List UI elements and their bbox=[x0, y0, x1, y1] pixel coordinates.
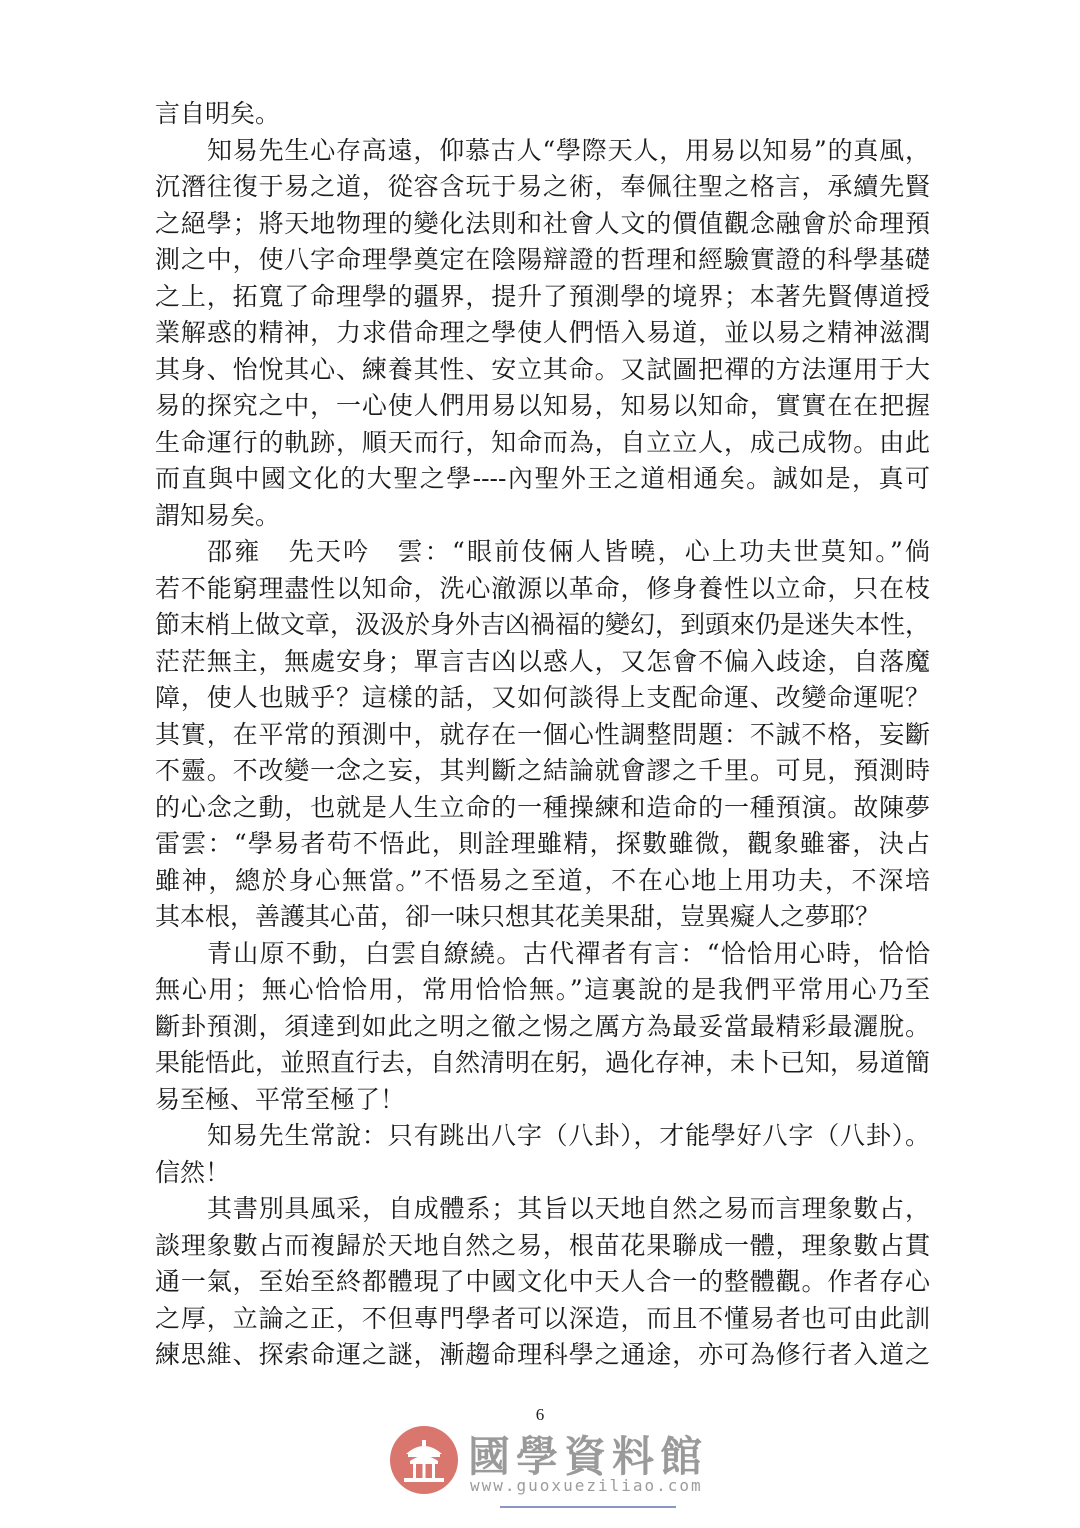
text-line: 知易先生心存高遠，仰慕古人“學際天人，用易以知易”的真風， bbox=[207, 135, 930, 165]
page-number: 6 bbox=[535, 1405, 545, 1424]
text-line: 而直與中國文化的大聖之學----內聖外王之道相通矣。誠如是，真可 bbox=[155, 464, 930, 493]
text-line: 不靈。不改變一念之妄，其判斷之結論就會謬之千里。可見，預測時 bbox=[155, 756, 930, 785]
text-line: 節末梢上做文章，汲汲於身外吉凶禍福的變幻，到頭來仍是迷失本性， bbox=[155, 610, 931, 639]
text-line: 雖神，總於身心無當。”不悟易之至道，不在心地上用功夫，不深培 bbox=[155, 865, 930, 895]
text-line: 業解惑的精神，力求借命理之學使人們悟入易道，並以易之精神滋潤 bbox=[155, 318, 930, 347]
text-line: 其本根，善護其心苗，卻一味只想其花美果甜，豈異癡人之夢耶？ bbox=[155, 902, 881, 931]
text-line: 障，使人也賊乎？這樣的話，又如何談得上支配命運、改變命運呢？ bbox=[155, 683, 930, 712]
text-line: 之絕學；將天地物理的變化法則和社會人文的價值觀念融會於命理預 bbox=[155, 208, 930, 238]
text-line: 談理象數占而複歸於天地自然之易，根苗花果聯成一體，理象數占貫 bbox=[155, 1230, 930, 1260]
text-line: 知易先生常說：只有跳出八字（八卦），才能學好八字（八卦）。 bbox=[207, 1121, 930, 1150]
text-line: 謂知易矣。 bbox=[155, 500, 281, 530]
text-line: 言自明矣。 bbox=[155, 99, 281, 128]
text-line: 果能悟此，並照直行去，自然清明在躬，過化存神，未卜已知，易道簡 bbox=[155, 1048, 931, 1077]
text-line: 雷雲：“學易者苟不悟此，則詮理雖精，探數雖微，觀象雖審，決占 bbox=[155, 829, 930, 858]
text-line: 沉潛往復于易之道，從容含玩于易之術，奉佩往聖之格言，承續先賢 bbox=[155, 172, 930, 201]
text-line: 其實，在平常的預測中，就存在一個心性調整問題：不誠不格，妄斷 bbox=[155, 719, 930, 749]
document-body bbox=[155, 96, 930, 1374]
text-line: 通一氣，至始至終都體現了中國文化中天人合一的整體觀。作者存心 bbox=[155, 1267, 930, 1296]
text-line: 青山原不動，白雲自繚繞。古代禪者有言：“恰恰用心時，恰恰 bbox=[207, 938, 930, 968]
text-line: 生命運行的軌跡，順天而行，知命而為，自立立人，成己成物。由此 bbox=[155, 427, 930, 457]
text-line: 無心用；無心恰恰用，常用恰恰無。”這裏說的是我們平常用心乃至 bbox=[155, 975, 930, 1004]
text-line: 其身、怡悅其心、練養其性、安立其命。又試圖把禪的方法運用于大 bbox=[155, 354, 930, 384]
watermark-title: 國學資料館 bbox=[468, 1432, 709, 1481]
watermark-url: www.guoxueziliao.com bbox=[470, 1476, 703, 1495]
text-line: 練思維、探索命運之謎，漸趨命理科學之通途，亦可為修行者入道之 bbox=[155, 1340, 930, 1369]
text-line: 易至極、平常至極了！ bbox=[155, 1084, 406, 1114]
text-line: 的心念之動，也就是人生立命的一種操練和造命的一種預演。故陳夢 bbox=[155, 792, 930, 822]
text-line: 信然！ bbox=[155, 1157, 231, 1187]
watermark-divider bbox=[500, 1506, 676, 1508]
text-line: 易的探究之中，一心使人們用易以知易，知易以知命，實實在在把握 bbox=[155, 391, 930, 420]
text-line: 邵雍 先天吟 雲：“眼前伎倆人皆曉，心上功夫世莫知。”倘 bbox=[207, 537, 930, 566]
watermark bbox=[388, 1418, 708, 1518]
text-line: 之上，拓寬了命理學的疆界，提升了預測學的境界；本著先賢傳道授 bbox=[155, 281, 930, 311]
text-line: 茫茫無主，無處安身；單言吉凶以惑人，又怎會不偏入歧途，自落魔 bbox=[155, 646, 930, 676]
pavilion-logo-icon bbox=[388, 1424, 460, 1496]
text-line: 之厚，立論之正，不但專門學者可以深造，而且不懂易者也可由此訓 bbox=[155, 1303, 930, 1333]
text-line: 測之中，使八字命理學奠定在陰陽辯證的哲理和經驗實證的科學基礎 bbox=[155, 245, 930, 274]
text-line: 若不能窮理盡性以知命，洗心澈源以革命，修身養性以立命，只在枝 bbox=[155, 573, 930, 603]
text-line: 其書別具風采，自成體系；其旨以天地自然之易而言理象數占， bbox=[207, 1194, 930, 1223]
text-line: 斷卦預測，須達到如此之明之徹之惕之厲方為最妥當最精彩最灑脫。 bbox=[155, 1011, 930, 1041]
